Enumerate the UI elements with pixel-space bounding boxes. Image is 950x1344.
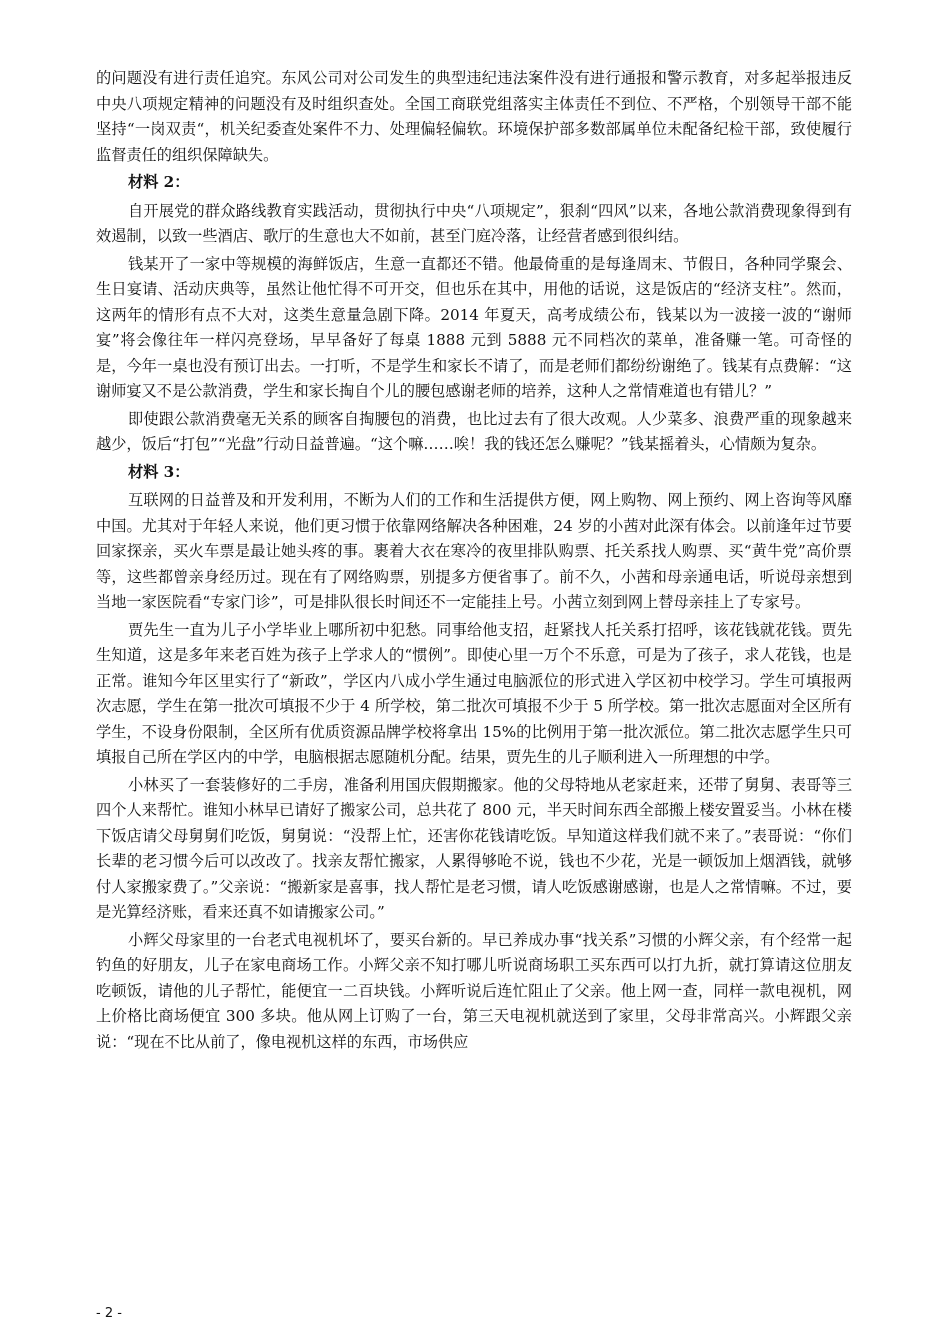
material-3-paragraph-2: 贾先生一直为儿子小学毕业上哪所初中犯愁。同事给他支招，赶紧找人托关系打招呼，该花钱就花钱。贾先生知道，这是多年来老百姓为孩子上学求人的“惯例”。即使心里一万个不乐意，可是为了孩子，求人花钱，也是正常。谁知今年区里实行了“新政”，学区内八成小学生通过电脑派位的形式进入学区初中校学习。学生可填报两次志愿，学生在第一批次可填报不少于 4 所学校，第二批次可填报不少于 5 所学校。第一批次志愿面对全区所有学生，不设身份限制，全区所有优质资源品牌学校将拿出 15%的比例用于第一批次派位。第二批次志愿学生只可填报自己所在学区内的中学，电脑根据志愿随机分配。结果，贾先生的儿子顺利进入一所理想的中学。 [96,620,852,766]
intro-paragraph: 的问题没有进行责任追究。东风公司对公司发生的典型违纪违法案件没有进行通报和警示教育，对多起举报违反中央八项规定精神的问题没有及时组织查处。全国工商联党组落实主体责任不到位、不严格，个别领导干部不能坚持“一岗双责“，机关纪委查处案件不力、处理偏轻偏软。环境保护部多数部属单位未配备纪检干部，致使履行监督责任的组织保障缺失。 [96,69,852,164]
material-2-heading: 材料 2： [128,173,190,191]
material-3-heading: 材料 3： [128,462,190,481]
material-2-paragraph-3: 即使跟公款消费毫无关系的顾客自掏腰包的消费，也比过去有了很大改观。人少菜多、浪费严重的现象越来越少，饭后“打包”“光盘”行动日益普遍。“这个嘛……唉！我的钱还怎么赚呢？”钱某摇着头，心情颇为复杂。 [96,409,852,453]
material-2-paragraph-2: 钱某开了一家中等规模的海鲜饭店，生意一直都还不错。他最倚重的是每逢周末、节假日，各种同学聚会、生日宴请、活动庆典等，虽然让他忙得不可开交，但也乐在其中，用他的话说，这是饭店的“经济支柱”。然而，这两年的情形有点不大对，这类生意量急剧下降。2014 年夏天，高考成绩公布，钱某以为一波接一波的“谢师宴”将会像往年一样闪亮登场，早早备好了每桌 1888 元到 5888 元不同档次的菜单，准备赚一笔。可奇怪的是，今年一桌也没有预订出去。一打听，不是学生和家长不请了，而是老师们都纷纷谢绝了。钱某有点费解：“这谢师宴又不是公款消费，学生和家长掏自个儿的腰包感谢老师的培养，这种人之常情难道也有错儿？” [96,254,852,400]
document-body [96,66,852,1057]
material-3-paragraph-1: 互联网的日益普及和开发利用，不断为人们的工作和生活提供方便，网上购物、网上预约、网上咨询等风靡中国。尤其对于年轻人来说，他们更习惯于依靠网络解决各种困难，24 岁的小茜对此深有体会。以前逢年过节要回家探亲，买火车票是最让她头疼的事。裹着大衣在寒冷的夜里排队购票、托关系找人购票、买“黄牛党”高价票等，这些都曾亲身经历过。现在有了网络购票，别提多方便省事了。前不久，小茜和母亲通电话，听说母亲想到当地一家医院看“专家门诊”，可是排队很长时间还不一定能挂上号。小茜立刻到网上替母亲挂上了专家号。 [96,491,852,611]
page-number: - 2 - [96,1306,122,1321]
material-3-paragraph-4: 小辉父母家里的一台老式电视机坏了，要买台新的。早已养成办事“找关系”习惯的小辉父亲，有个经常一起钓鱼的好朋友，儿子在家电商场工作。小辉父亲不知打哪儿听说商场职工买东西可以打九折，就打算请这位朋友吃顿饭，请他的儿子帮忙，能便宜一二百块钱。小辉听说后连忙阻止了父亲。他上网一查，同样一款电视机，网上价格比商场便宜 300 多块。他从网上订购了一台，第三天电视机就送到了家里，父母非常高兴。小辉跟父亲说：“现在不比从前了，像电视机这样的东西，市场供应 [96,930,852,1051]
material-2-paragraph-1: 自开展党的群众路线教育实践活动，贯彻执行中央“八项规定”，狠刹“四风”以来，各地公款消费现象得到有效遏制，以致一些酒店、歌厅的生意也大不如前，甚至门庭冷落，让经营者感到很纠结。 [96,201,852,245]
material-3-paragraph-3: 小林买了一套装修好的二手房，准备利用国庆假期搬家。他的父母特地从老家赶来，还带了舅舅、表哥等三四个人来帮忙。谁知小林早已请好了搬家公司，总共花了 800 元，半天时间东西全部搬上楼安置妥当。小林在楼下饭店请父母舅舅们吃饭，舅舅说：“没帮上忙，还害你花钱请吃饭。早知道这样我们就不来了。”表哥说：“你们长辈的老习惯今后可以改改了。找亲友帮忙搬家，人累得够呛不说，钱也不少花，光是一顿饭加上烟酒钱，就够付人家搬家费了。”父亲说：“搬新家是喜事，找人帮忙是老习惯，请人吃饭感谢感谢，也是人之常情嘛。不过，要是光算经济账，看来还真不如请搬家公司。” [96,775,852,921]
